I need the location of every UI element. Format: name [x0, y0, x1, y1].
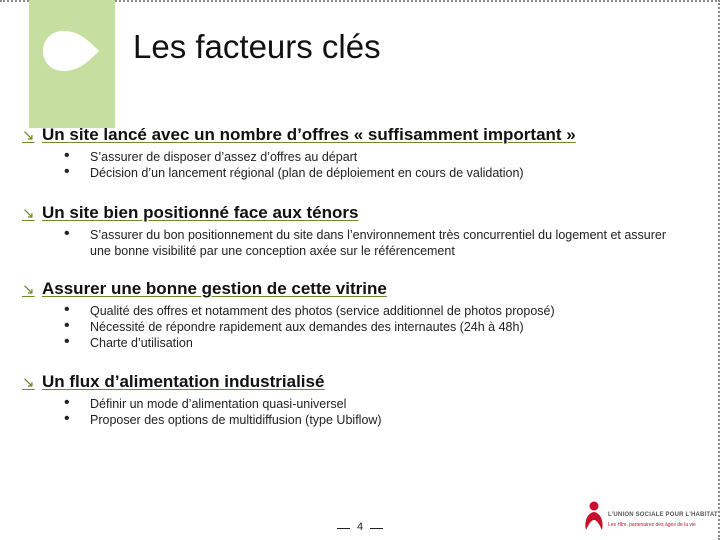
list-item: • Décision d’un lancement régional (plan de déploiement en cours de validation): [64, 165, 686, 181]
person-logo-icon: [582, 500, 606, 532]
section-heading: ↘ Un site bien positionné face aux ténors: [22, 203, 359, 222]
section-heading: ↘ Un flux d’alimentation industrialisé: [22, 372, 325, 391]
section-2: [22, 203, 686, 259]
bullet-list: [22, 396, 686, 428]
section-3: [22, 279, 686, 351]
list-item: • Proposer des options de multidiffusion (type Ubiflow): [64, 412, 686, 428]
logo-name: L’UNION SOCIALE POUR L’HABITAT: [608, 512, 718, 518]
page-title: Les facteurs clés: [133, 28, 381, 65]
list-item: • S’assurer de disposer d’assez d’offres au départ: [64, 149, 686, 165]
list-item: • S’assurer du bon positionnement du site dans l’environnement très concurrentiel du logement et assurer une bonne visibilité par une conception axée sur le référencement: [64, 227, 686, 259]
arrow-down-right-icon: ↘: [22, 127, 35, 144]
list-item: • Qualité des offres et notamment des photos (service additionnel de photos proposé): [64, 303, 686, 319]
list-item: • Nécessité de répondre rapidement aux demandes des internautes (24h à 48h): [64, 319, 686, 335]
list-item: • Charte d’utilisation: [64, 335, 686, 351]
section-heading: ↘ Assurer une bonne gestion de cette vitrine: [22, 279, 387, 298]
section-1: [22, 125, 686, 181]
section-heading: ↘ Un site lancé avec un nombre d’offres « suffisamment important »: [22, 125, 576, 144]
bullet-list: [22, 227, 686, 259]
section-4: [22, 372, 686, 428]
arrow-down-right-icon: ↘: [22, 281, 35, 298]
union-sociale-habitat-logo: [582, 500, 718, 532]
arrow-down-right-icon: ↘: [22, 205, 35, 222]
logo-tagline: Les Hlm, partenaires des âges de la vie: [608, 522, 696, 528]
arrow-down-right-icon: ↘: [22, 374, 35, 391]
bullet-list: [22, 303, 686, 351]
leaf-logo-icon: [43, 31, 99, 71]
page-number: 4: [335, 521, 385, 533]
bullet-list: [22, 149, 686, 181]
list-item: • Définir un mode d’alimentation quasi-universel: [64, 396, 686, 412]
header-accent-block: [29, 0, 115, 128]
